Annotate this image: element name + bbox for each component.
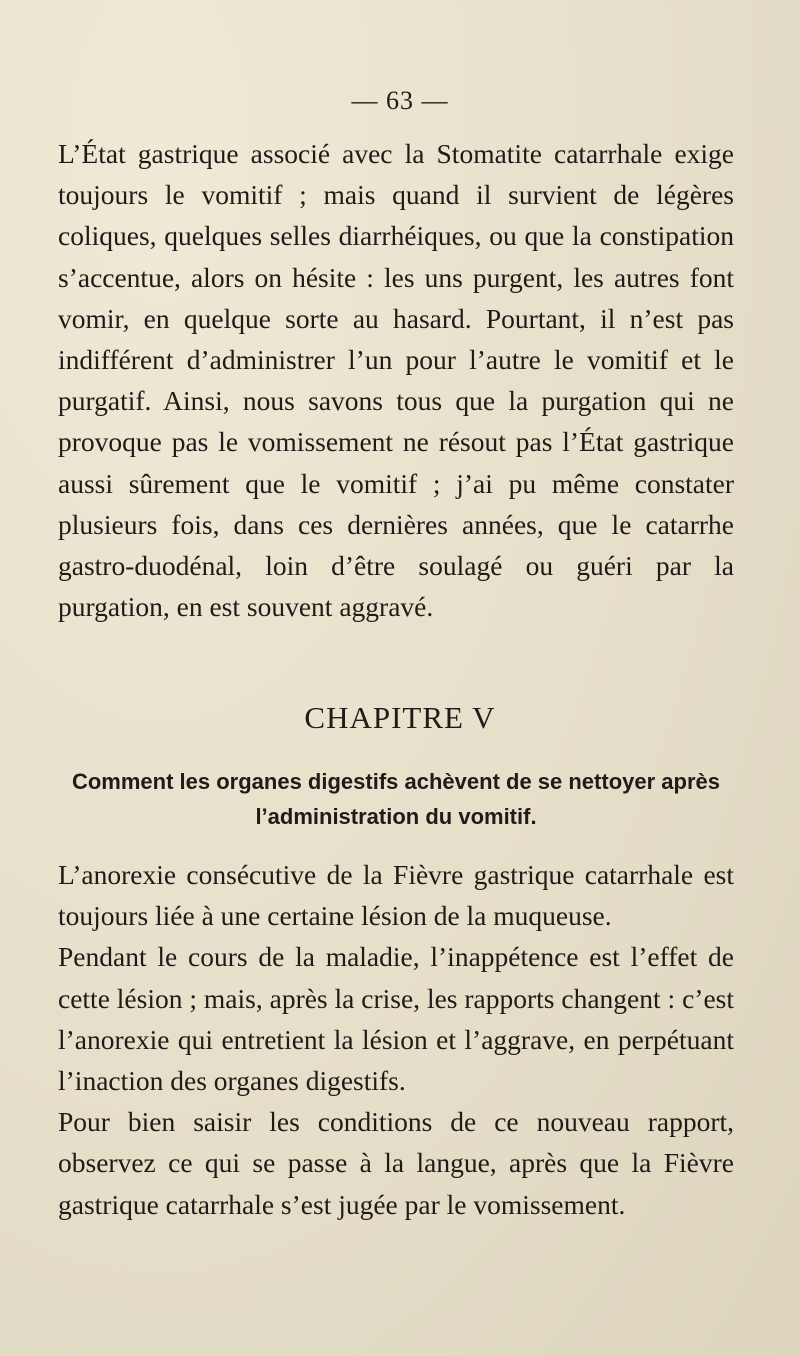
paragraph-nouveau-rapport: Pour bien saisir les conditions de ce nouveau rapport, observez ce qui se passe à la langue, après que la Fièvre gastrique catarrhale s’est jugée par le vomissement.	[58, 1106, 734, 1220]
paragraph-etat-gastrique: L’État gastrique associé avec la Stomatite catarrhale exige toujours le vomitif ; mais quand il survient de légères coliques, quelques selles diarrhéiques, ou que la constipation s’accentue, alors on hésite : les uns purgent, les autres font vomir, en quelque sorte au hasard. Pourtant, il n’est pas indifférent d’administrer l’un pour l’autre le vomitif et le purgatif. Ainsi, nous savons tous que la purgation qui ne provoque pas le vomissement ne résout pas l’État gastrique aussi sûrement que le vomitif ; j’ai pu même constater plusieurs fois, dans ces dernières années, que le catarrhe gastro-duodénal, loin d’être soulagé ou guéri par la purgation, en est souvent aggravé.	[58, 138, 734, 623]
section1-body	[58, 133, 734, 627]
paragraph-anorexie: L’anorexie consécutive de la Fièvre gastrique catarrhale est toujours liée à une certaine lésion de la muqueuse.	[58, 859, 734, 932]
page-number: — 63 —	[351, 86, 449, 115]
chapter-subtitle: Comment les organes digestifs achèvent de se nettoyer après l’administration du vomitif.	[71, 769, 720, 829]
paragraph-inappetence: Pendant le cours de la maladie, l’inappétence est l’effet de cette lésion ; mais, après la crise, les rapports changent : c’est l’anorexie qui entretient la lésion et l’aggrave, en perpétuant l’inaction des organes digestifs.	[58, 941, 734, 1097]
section2-body	[58, 854, 734, 1225]
chapter-heading: CHAPITRE V	[304, 700, 496, 735]
